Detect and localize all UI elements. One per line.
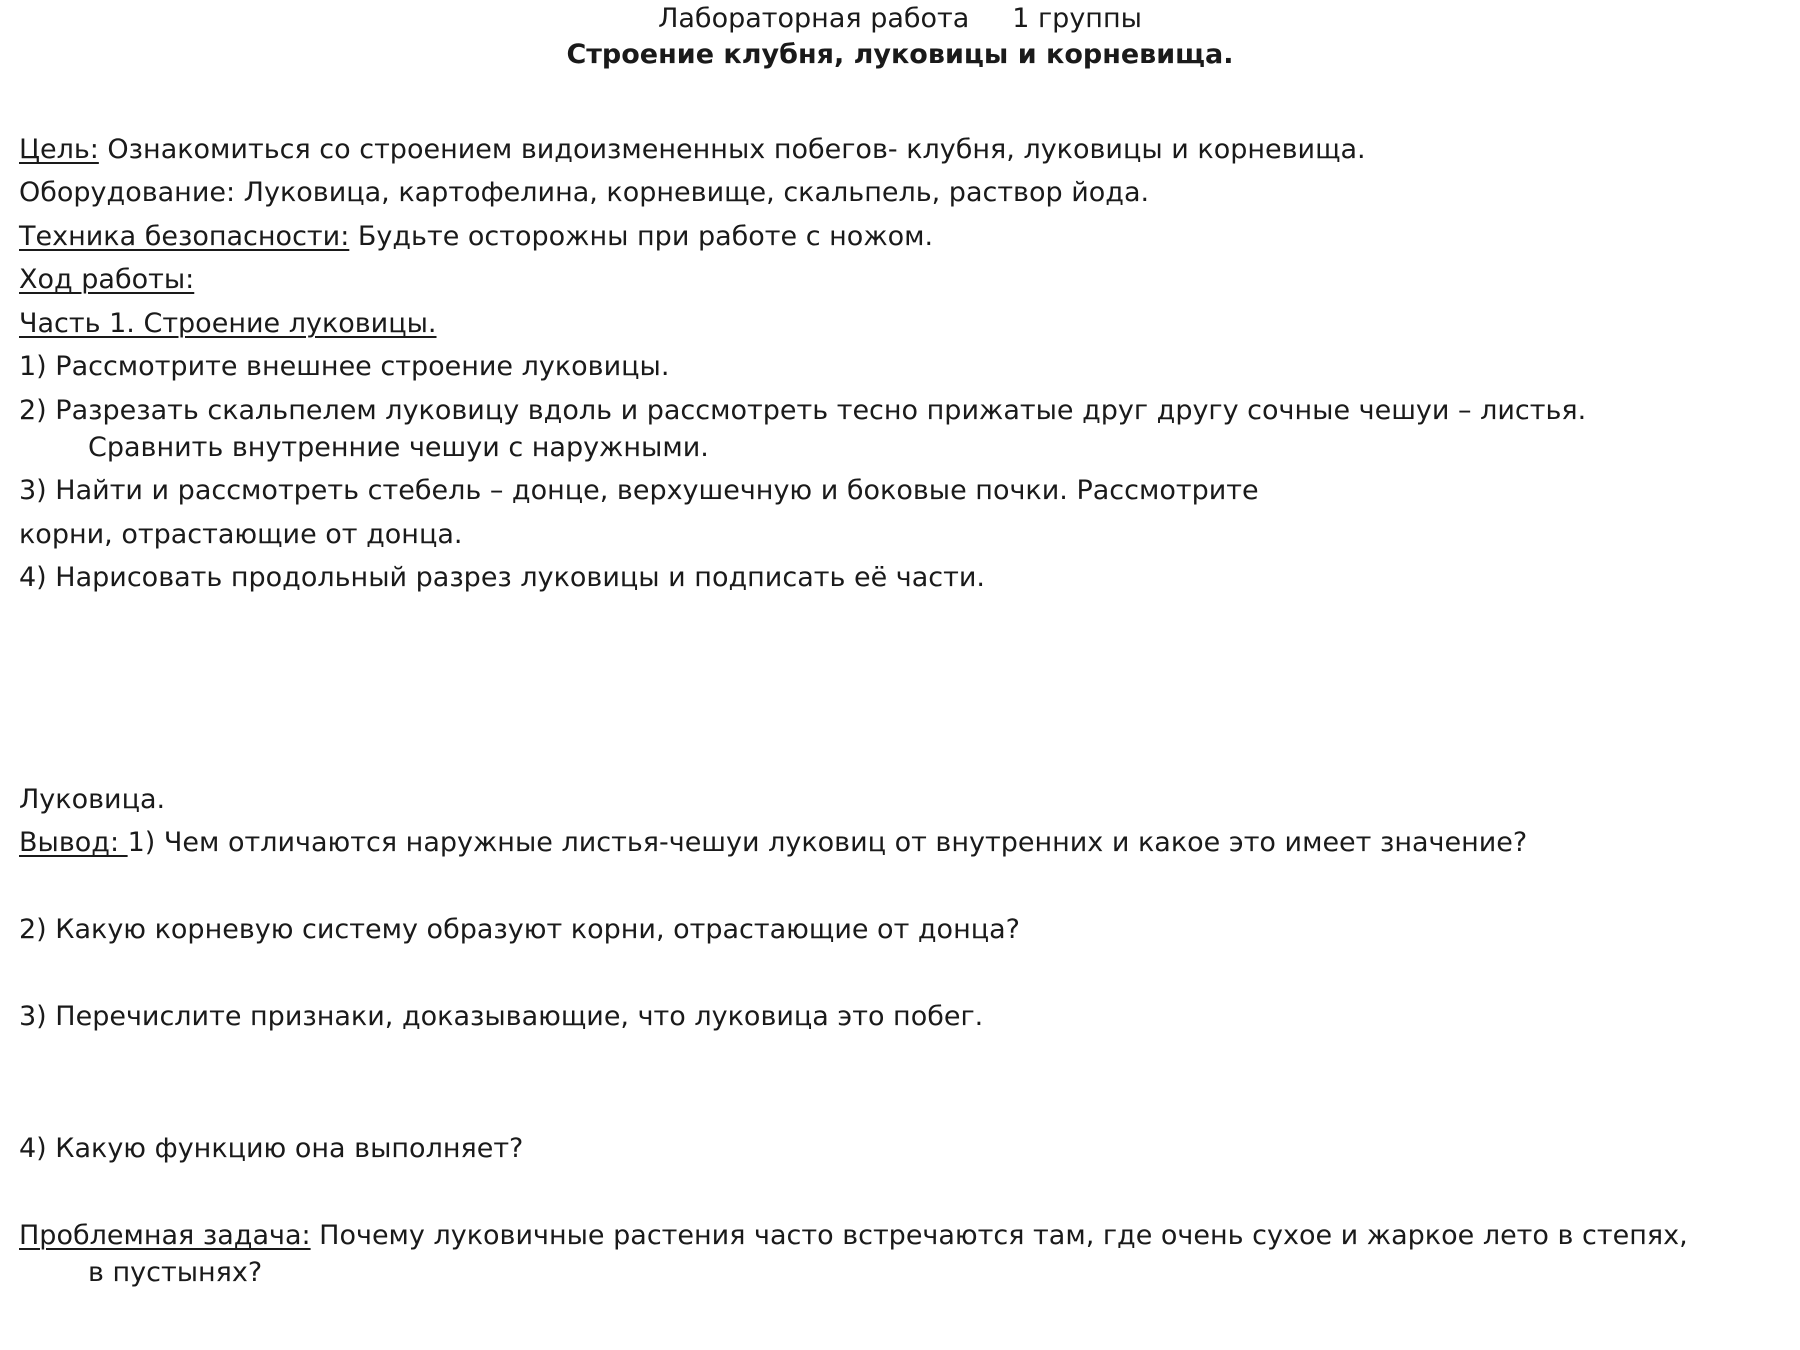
lab-title: Лабораторная работа 1 группы <box>658 3 1142 34</box>
problem-line <box>19 1219 1688 1253</box>
conclusion-q2: 2) Какую корневую систему образуют корни, отрастающие от донца? <box>19 914 1020 945</box>
problem-text-cont: в пустынях? <box>88 1257 263 1288</box>
step-1: 1) Рассмотрите внешнее строение луковицы. <box>19 351 670 382</box>
goal-line <box>19 133 1366 167</box>
conclusion-label: Вывод: <box>19 827 128 858</box>
problem-label: Проблемная задача: <box>19 1220 311 1251</box>
conclusion-q3: 3) Перечислите признаки, доказывающие, что луковица это побег. <box>19 1001 984 1032</box>
goal-text: Ознакомиться со строением видоизмененных побегов- клубня, луковицы и корневища. <box>98 134 1366 165</box>
problem-text: Почему луковичные растения часто встречаются там, где очень сухое и жаркое лето в степях, <box>310 1220 1688 1251</box>
step-4: 4) Нарисовать продольный разрез луковицы и подписать её части. <box>19 562 985 593</box>
part1-label: Часть 1. Строение луковицы. <box>19 308 437 339</box>
safety-line <box>19 220 933 254</box>
step-3-cont: корни, отрастающие от донца. <box>19 519 463 550</box>
step-3: 3) Найти и рассмотреть стебель – донце, верхушечную и боковые почки. Рассмотрите <box>19 475 1259 506</box>
drawing-caption: Луковица. <box>19 784 166 815</box>
conclusion-q1-line <box>19 826 1527 860</box>
goal-label: Цель: <box>19 134 99 165</box>
safety-label: Техника безопасности: <box>19 221 350 252</box>
lab-subtitle: Строение клубня, луковицы и корневища. <box>566 39 1234 70</box>
equipment-line: Оборудование: Луковица, картофелина, корневище, скальпель, раствор йода. <box>19 177 1150 208</box>
safety-text: Будьте осторожны при работе с ножом. <box>349 221 934 252</box>
conclusion-q1: 1) Чем отличаются наружные листья-чешуи луковиц от внутренних и какое это имеет значение? <box>127 827 1528 858</box>
procedure-label: Ход работы: <box>19 264 195 295</box>
step-2-cont: Сравнить внутренние чешуи с наружными. <box>88 432 709 463</box>
step-2: 2) Разрезать скальпелем луковицу вдоль и рассмотреть тесно прижатые друг другу сочные чешуи – листья. <box>19 395 1587 426</box>
conclusion-q4: 4) Какую функцию она выполняет? <box>19 1133 524 1164</box>
